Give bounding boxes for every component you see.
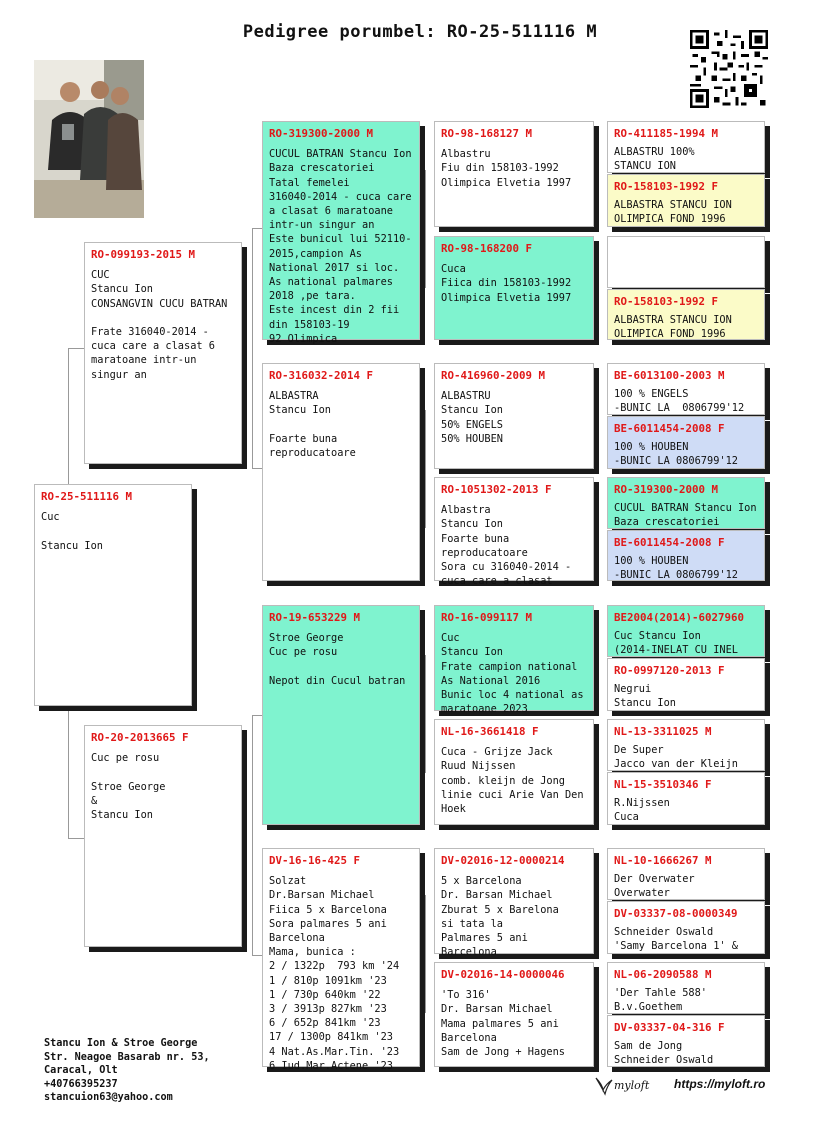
pigeon-description: CUC Stancu Ion CONSANGVIN CUCU BATRAN Frate 316040-2014 - cuca care a clasat 6 maratoane intr-un singur an	[91, 269, 228, 381]
pigeon-description: 5 x Barcelona Dr. Barsan Michael Zburat 5 x Barelona si tata la Palmares 5 ani Barcelona	[441, 875, 559, 959]
pigeon-card-ancestor[interactable]	[607, 1015, 765, 1067]
ring-number: RO-25-511116 M	[41, 490, 133, 503]
pigeon-card-ancestor[interactable]	[607, 719, 765, 771]
ring-number: BE2004(2014)-6027960	[614, 611, 745, 624]
pigeon-description: Der Overwater Overwater	[614, 873, 695, 900]
pigeon-description: Cuc Stancu Ion (2014-INELAT CU INEL	[614, 630, 738, 657]
owner-street: Str. Neagoe Basarab nr. 53,	[44, 1051, 210, 1063]
brand	[594, 1074, 764, 1098]
pigeon-card-great-grandparent[interactable]	[434, 363, 594, 469]
connector-line	[597, 750, 598, 805]
pigeon-card-dam[interactable]	[84, 725, 242, 947]
ring-number: RO-19-653229 M	[269, 611, 361, 624]
pigeon-card-great-grandparent[interactable]	[434, 962, 594, 1067]
pigeon-description: 100 % HOUBEN -BUNIC LA 0806799'12	[614, 555, 738, 582]
pigeon-description: ALBASTRU Stancu Ion 50% ENGELS 50% HOUBEN	[441, 390, 503, 445]
pigeon-card-ancestor[interactable]	[607, 901, 765, 954]
connector-line	[597, 390, 598, 445]
connector-line	[597, 150, 598, 205]
pigeon-card-ancestor[interactable]	[607, 477, 765, 529]
pigeon-description: ALBASTRA Stancu Ion Foarte buna reproducatoare	[269, 390, 356, 460]
ring-number: RO-98-168200 F	[441, 242, 533, 255]
pigeon-card-great-grandparent[interactable]	[434, 121, 594, 227]
ring-number: RO-319300-2000 M	[269, 127, 374, 140]
ring-number: BE-6011454-2008 F	[614, 536, 725, 549]
pigeon-description: Albastra Stancu Ion Foarte buna reproducatoare Sora cu 316040-2014 - cuca care a clasat	[441, 504, 572, 588]
pigeon-description: 100 % ENGELS -BUNIC LA 0806799'12	[614, 388, 745, 415]
pigeon-description: Cuc Stancu Ion Frate campion national As National 2016 Bunic loc 4 national as maratoane 2023	[441, 632, 584, 716]
pigeon-description: ALBASTRU 100% STANCU ION	[614, 146, 695, 173]
pigeon-description: Solzat Dr.Barsan Michael Fiica 5 x Barcelona Sora palmares 5 ani Barcelona Mama, bunica : 2 / 1322p 793 km '24 1 / 810p 1091km '23 1 / 730p 640km '22 3 / 3913p 827km '23 6 / 652p 841km '23 17 / 1300p 841km '23 4 Nat.As.Mar.Tin. '23 6 Iud.Mar.Actene '23	[269, 875, 400, 1072]
pigeon-description: Albastru Fiu din 158103-1992 Olimpica Elvetia 1997	[441, 148, 572, 189]
pigeon-card-ancestor[interactable]	[607, 605, 765, 657]
owner-phone: +40766395237	[44, 1078, 118, 1090]
connector-line	[425, 895, 426, 1013]
pigeon-card-grandparent[interactable]	[262, 605, 420, 825]
connector-line	[252, 715, 262, 716]
pigeon-card-great-grandparent[interactable]	[434, 236, 594, 340]
connector-line	[597, 990, 598, 1045]
ring-number: RO-0997120-2013 F	[614, 664, 725, 677]
pigeon-description: De Super Jacco van der Kleijn	[614, 744, 738, 771]
pigeon-card-great-grandparent[interactable]	[434, 848, 594, 959]
ring-number: NL-15-3510346 F	[614, 778, 712, 791]
ring-number: DV-02016-12-0000214	[441, 854, 565, 867]
pigeon-card-grandparent[interactable]	[262, 363, 420, 581]
pigeon-card-ancestor[interactable]	[607, 121, 765, 173]
pigeon-description: Stroe George Cuc pe rosu Nepot din Cucul batran	[269, 632, 406, 687]
connector-line	[252, 228, 262, 229]
pigeon-card-ancestor[interactable]	[607, 772, 765, 825]
pigeon-description: Negrui Stancu Ion	[614, 683, 676, 710]
pigeon-description: ALBASTRA STANCU ION OLIMPICA FOND 1996	[614, 199, 732, 226]
pigeon-card-ancestor[interactable]	[607, 174, 765, 227]
pigeon-description: Sam de Jong Schneider Oswald	[614, 1040, 714, 1067]
ring-number: NL-16-3661418 F	[441, 725, 539, 738]
owner-photo	[34, 60, 144, 218]
ring-number: BE-6013100-2003 M	[614, 369, 725, 382]
pigeon-description: Cuc pe rosu Stroe George & Stancu Ion	[91, 752, 166, 822]
pigeon-card-ancestor[interactable]	[607, 363, 765, 415]
qr-code-icon	[690, 30, 768, 108]
ring-number: DV-03337-04-316 F	[614, 1021, 725, 1034]
connector-line	[425, 170, 426, 288]
pigeon-card-great-grandparent[interactable]	[434, 477, 594, 588]
ring-number: RO-158103-1992 F	[614, 295, 719, 308]
ring-number: RO-319300-2000 M	[614, 483, 719, 496]
connector-line	[252, 468, 262, 469]
connector-line	[68, 348, 69, 490]
pigeon-description: 'Der Tahle 588' B.v.Goethem	[614, 987, 707, 1014]
connector-line	[68, 710, 69, 838]
brand-logo-text: myloft	[614, 1079, 650, 1092]
ring-number: RO-1051302-2013 F	[441, 483, 552, 496]
ring-number: RO-416960-2009 M	[441, 369, 546, 382]
page-title: Pedigree porumbel: RO-25-511116 M	[242, 22, 598, 42]
ring-number: RO-411185-1994 M	[614, 127, 719, 140]
pigeon-card-ancestor-empty[interactable]	[607, 236, 765, 288]
pigeon-card-ancestor[interactable]	[607, 289, 765, 340]
ring-number: DV-02016-14-0000046	[441, 968, 565, 981]
pigeon-description: 'To 316' Dr. Barsan Michael Mama palmares 5 ani Barcelona Sam de Jong + Hagens	[441, 989, 565, 1059]
pigeon-card-sire[interactable]	[84, 242, 242, 464]
pigeon-description: Cuc Stancu Ion	[41, 511, 103, 552]
ring-number: RO-20-2013665 F	[91, 731, 189, 744]
connector-line	[597, 270, 598, 325]
connector-line	[425, 655, 426, 773]
pigeon-card-ancestor[interactable]	[607, 530, 765, 581]
ring-number: RO-16-099117 M	[441, 611, 533, 624]
connector-line	[68, 348, 84, 349]
connector-line	[252, 228, 253, 468]
ring-number: RO-158103-1992 F	[614, 180, 719, 193]
owner-city: Caracal, Olt	[44, 1065, 118, 1077]
pigeon-logo-icon	[594, 1074, 614, 1096]
connector-line	[252, 715, 253, 955]
pigeon-description: CUCUL BATRAN Stancu Ion Baza crescatoriei	[614, 502, 757, 529]
ring-number: NL-06-2090588 M	[614, 968, 712, 981]
pigeon-description: Cuca Fiica din 158103-1992 Olimpica Elvetia 1997	[441, 263, 572, 304]
pigeon-description: CUCUL BATRAN Stancu Ion Baza crescatoriei Tatal femelei 316040-2014 - cuca care a clasat 6 maratoane intr-un singur an Este bunicul lui 52110-2015,campion As National 2017 si loc. As national palmares 2018 ,pe tara. Este incest din 2 fii din 158103-19 92 Olimpica	[269, 148, 412, 345]
connector-line	[68, 838, 84, 839]
pigeon-card-grandparent[interactable]	[262, 121, 420, 345]
ring-number: RO-099193-2015 M	[91, 248, 196, 261]
ring-number: BE-6011454-2008 F	[614, 422, 725, 435]
pigeon-card-great-grandparent[interactable]	[434, 605, 594, 716]
pigeon-card-ancestor[interactable]	[607, 658, 765, 711]
owner-contact	[44, 1037, 210, 1105]
pigeon-description: Schneider Oswald 'Samy Barcelona 1' &	[614, 926, 738, 953]
owner-email[interactable]: stancuion63@yahoo.com	[44, 1092, 173, 1104]
connector-line	[597, 630, 598, 685]
pigeon-card-great-grandparent[interactable]	[434, 719, 594, 825]
brand-url-link[interactable]: https://myloft.ro	[674, 1077, 766, 1091]
connector-line	[597, 505, 598, 565]
owner-names: Stancu Ion & Stroe George	[44, 1038, 198, 1049]
pigeon-description: ALBASTRA STANCU ION OLIMPICA FOND 1996	[614, 314, 732, 341]
ring-number: RO-316032-2014 F	[269, 369, 374, 382]
ring-number: DV-16-16-425 F	[269, 854, 361, 867]
ring-number: DV-03337-08-0000349	[614, 907, 738, 920]
pigeon-description: Cuca - Grijze Jack Ruud Nijssen comb. kleijn de Jong linie cuci Arie Van Den Hoek	[441, 746, 584, 816]
connector-line	[597, 870, 598, 925]
pigeon-description: 100 % HOUBEN -BUNIC LA 0806799'12	[614, 441, 738, 468]
ring-number: RO-98-168127 M	[441, 127, 533, 140]
pigeon-card-subject[interactable]	[34, 484, 192, 706]
pigeon-description: R.Nijssen Cuca	[614, 797, 670, 824]
connector-line	[425, 410, 426, 528]
pigeon-card-ancestor[interactable]	[607, 848, 765, 900]
pigeon-card-ancestor[interactable]	[607, 416, 765, 469]
ring-number: NL-10-1666267 M	[614, 854, 712, 867]
connector-line	[252, 955, 262, 956]
pigeon-card-grandparent[interactable]	[262, 848, 420, 1072]
pigeon-card-ancestor[interactable]	[607, 962, 765, 1014]
ring-number: NL-13-3311025 M	[614, 725, 712, 738]
